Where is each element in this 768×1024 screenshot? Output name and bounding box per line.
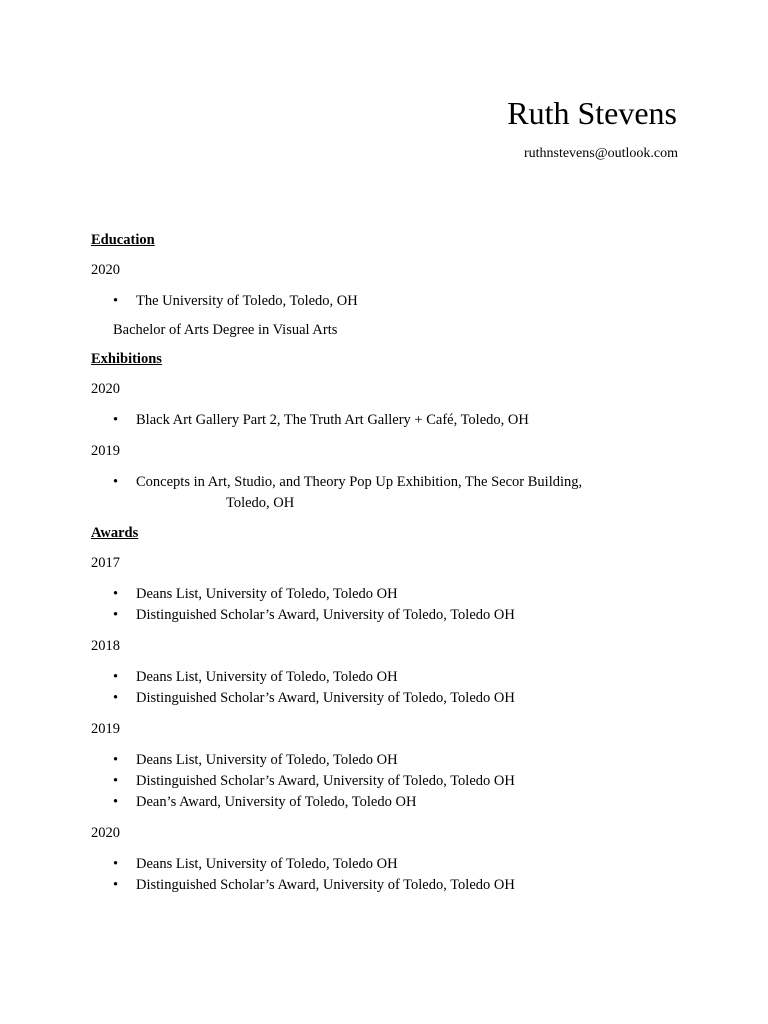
award-list <box>91 854 691 896</box>
award-item: Deans List, University of Toledo, Toledo OH <box>136 752 398 768</box>
bullet-icon: • <box>113 293 119 309</box>
education-list <box>91 291 691 312</box>
bullet-icon: • <box>113 794 119 810</box>
award-item: Dean’s Award, University of Toledo, Toledo OH <box>136 794 417 810</box>
award-item: Distinguished Scholar’s Award, University of Toledo, Toledo OH <box>136 773 515 789</box>
award-list <box>91 667 691 709</box>
bullet-icon: • <box>113 856 119 872</box>
list-item <box>91 410 691 431</box>
awards-heading: Awards <box>91 525 139 541</box>
bullet-icon: • <box>113 607 119 623</box>
bullet-icon: • <box>113 474 119 490</box>
award-item: Distinguished Scholar’s Award, University of Toledo, Toledo OH <box>136 607 515 623</box>
list-item <box>91 854 691 875</box>
list-item <box>91 792 691 813</box>
exhibition-list <box>91 410 691 431</box>
education-degree: Bachelor of Arts Degree in Visual Arts <box>113 322 338 338</box>
education-institution: The University of Toledo, Toledo, OH <box>136 293 358 309</box>
list-item <box>91 605 691 626</box>
award-item: Deans List, University of Toledo, Toledo OH <box>136 669 398 685</box>
list-item <box>91 875 691 896</box>
award-list <box>91 584 691 626</box>
education-heading: Education <box>91 232 155 248</box>
award-year: 2018 <box>91 638 120 654</box>
list-item <box>91 688 691 709</box>
bullet-icon: • <box>113 773 119 789</box>
award-year: 2020 <box>91 825 120 841</box>
list-item <box>91 584 691 605</box>
award-item: Distinguished Scholar’s Award, University of Toledo, Toledo OH <box>136 877 515 893</box>
exhibition-year: 2019 <box>91 443 120 459</box>
list-item <box>91 750 691 771</box>
award-item: Distinguished Scholar’s Award, University of Toledo, Toledo OH <box>136 690 515 706</box>
list-item <box>91 472 691 514</box>
exhibition-item-line2: Toledo, OH <box>226 495 295 511</box>
resume-name: Ruth Stevens <box>507 95 677 131</box>
email-address: ruthnstevens@outlook.com <box>523 146 678 161</box>
bullet-icon: • <box>113 877 119 893</box>
award-item: Deans List, University of Toledo, Toledo OH <box>136 856 398 872</box>
bullet-icon: • <box>113 669 119 685</box>
education-year: 2020 <box>91 262 120 278</box>
bullet-icon: • <box>113 752 119 768</box>
exhibition-list <box>91 472 691 514</box>
exhibitions-heading: Exhibitions <box>91 351 162 367</box>
list-item <box>91 771 691 792</box>
award-year: 2019 <box>91 721 120 737</box>
bullet-icon: • <box>113 690 119 706</box>
exhibition-item: Black Art Gallery Part 2, The Truth Art Gallery + Café, Toledo, OH <box>136 412 529 428</box>
list-item <box>91 291 691 312</box>
resume-body <box>91 230 691 896</box>
award-list <box>91 750 691 813</box>
award-year: 2017 <box>91 555 120 571</box>
exhibition-year: 2020 <box>91 381 120 397</box>
bullet-icon: • <box>113 412 119 428</box>
award-item: Deans List, University of Toledo, Toledo OH <box>136 586 398 602</box>
exhibition-item-line1: Concepts in Art, Studio, and Theory Pop Up Exhibition, The Secor Building, <box>136 474 583 490</box>
list-item <box>91 667 691 688</box>
bullet-icon: • <box>113 586 119 602</box>
